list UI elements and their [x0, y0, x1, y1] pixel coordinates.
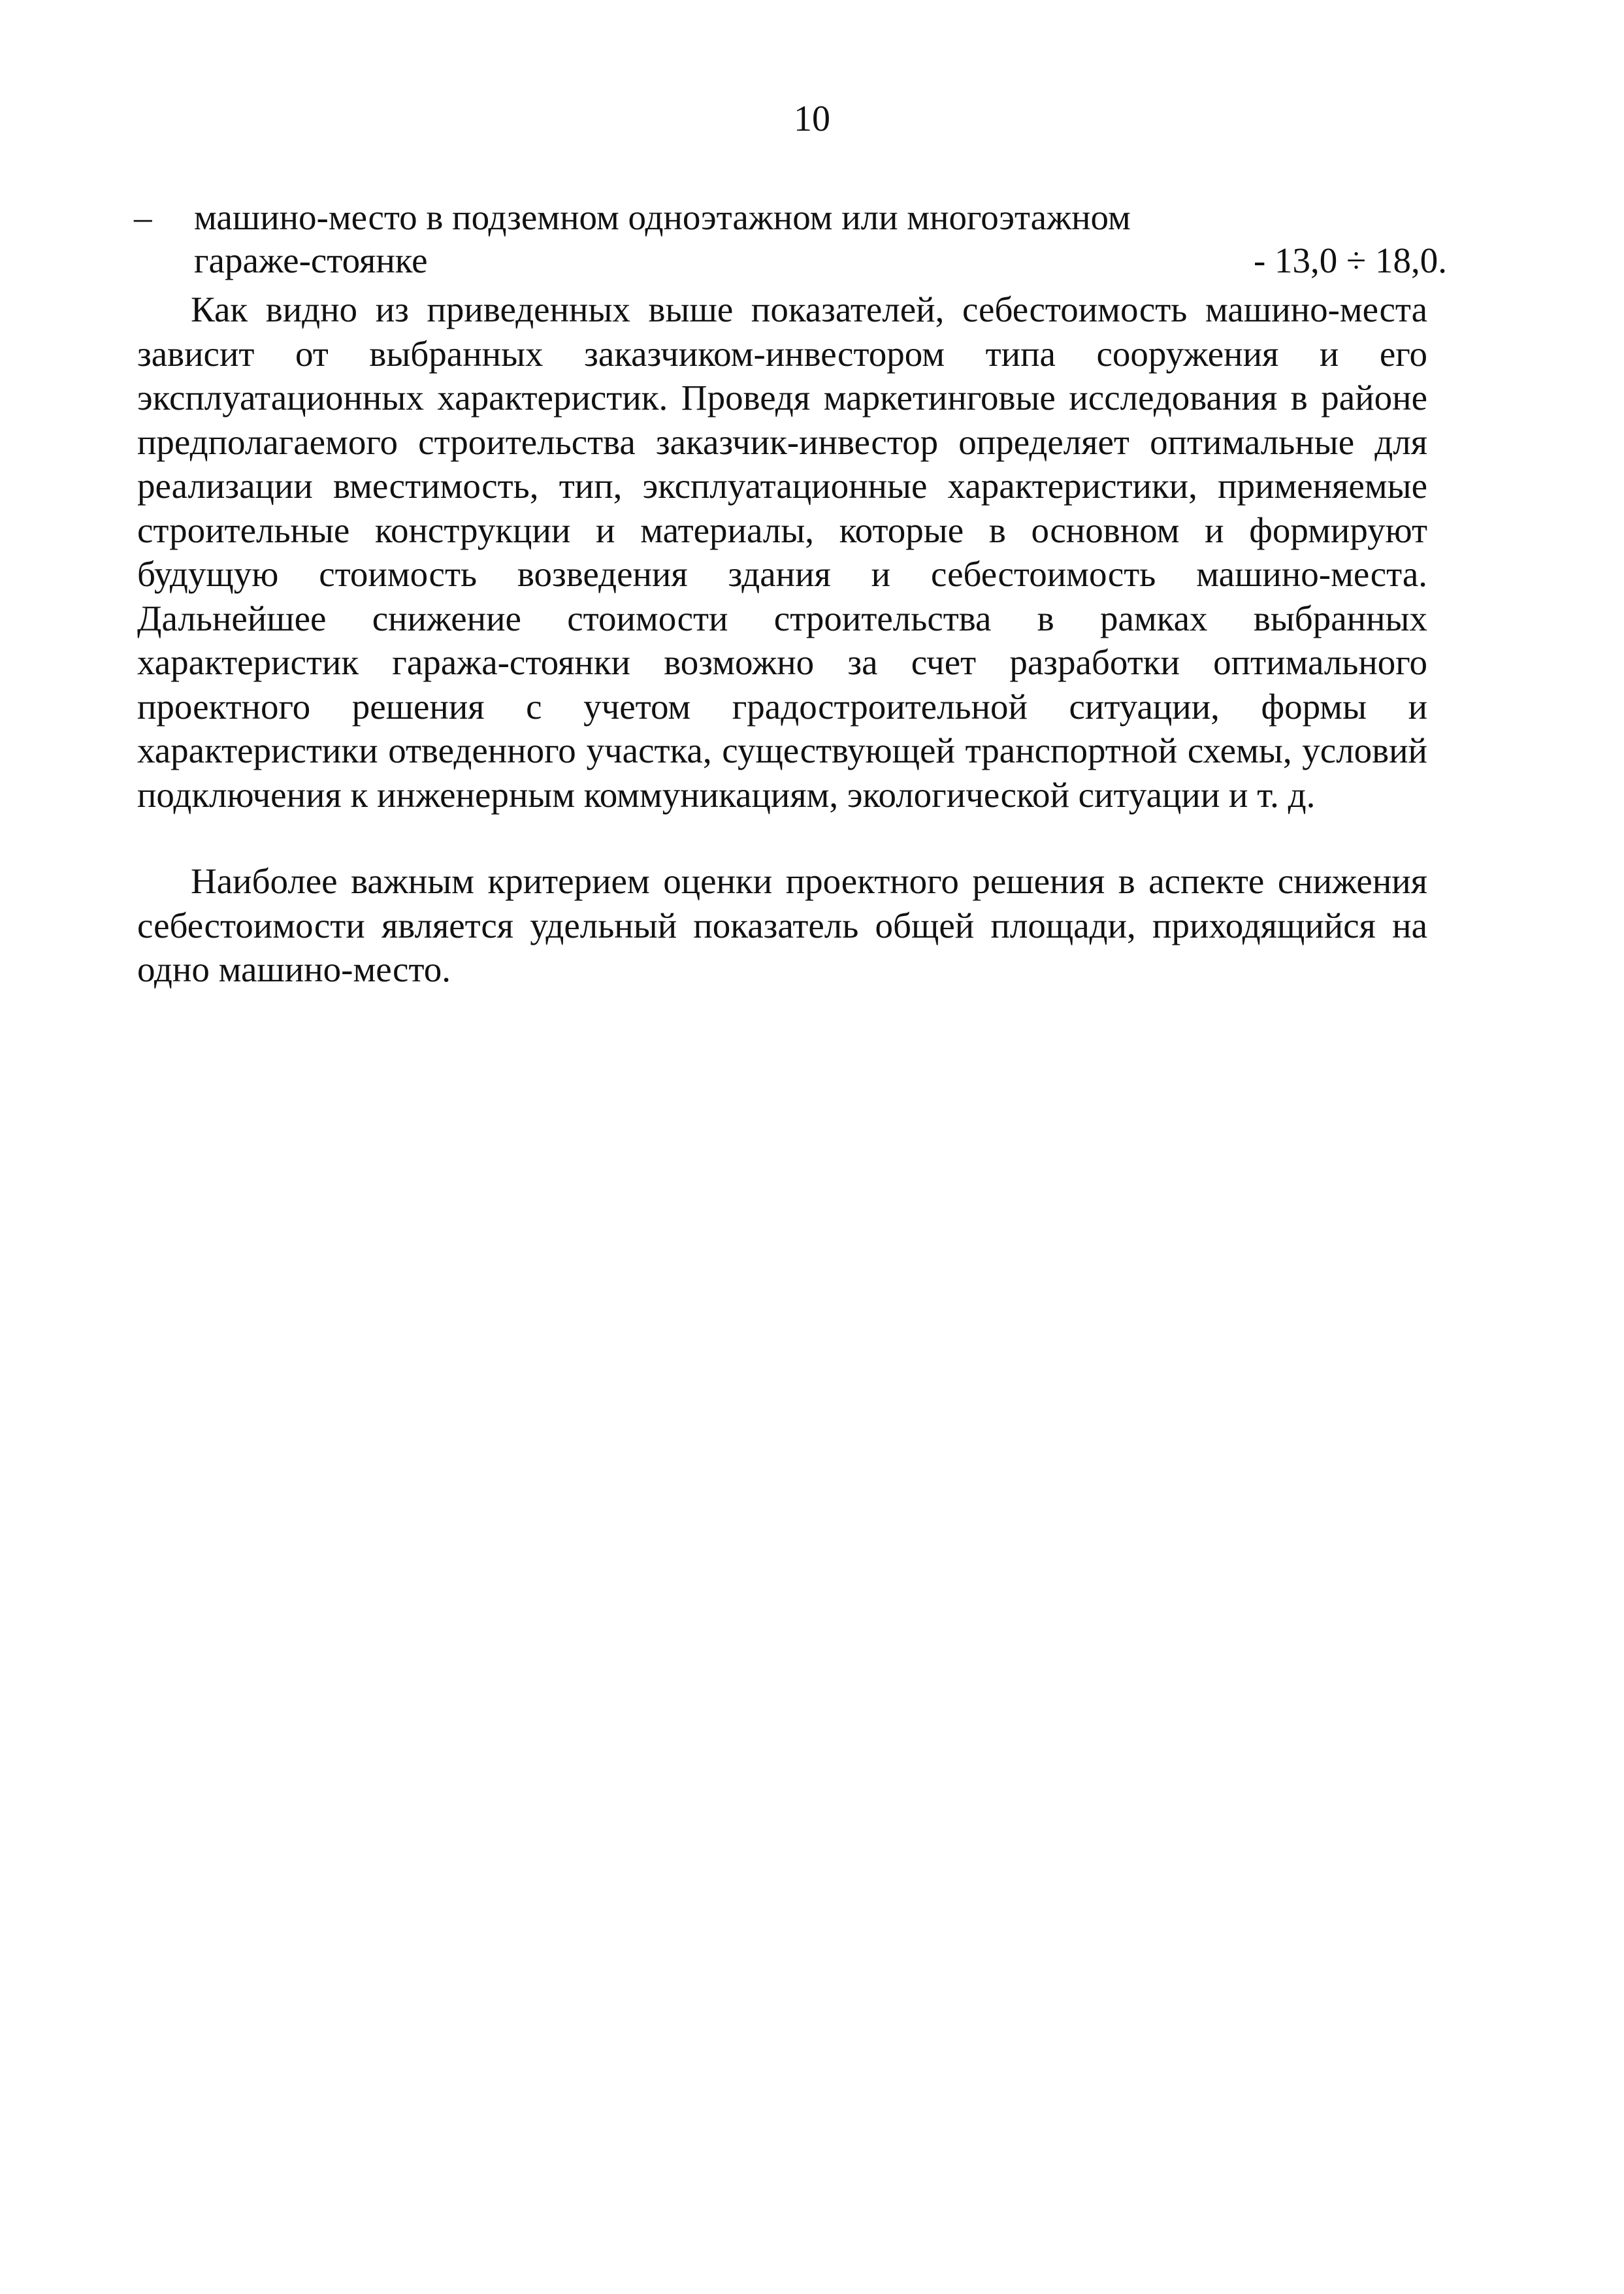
body-paragraph-2: Наиболее важным критерием оценки проектного решения в аспекте снижения себестоимости является удельный показатель общей площади, приходящийся на одно машино-место. — [137, 861, 1427, 989]
list-item-text-line1: машино-место в подземном одноэтажном или многоэтажном — [194, 197, 1131, 237]
body-paragraph-1: Как видно из приведенных выше показателей, себестоимость машино-места зависит от выбранных заказчиком-инвестором типа сооружения и его эксплуатационных характеристик. Проведя маркетинговые исследования в районе предполагаемого строительства заказчик-инвестор определяет оптимальные для реализации вместимость, тип, эксплуатационные характеристики, применяемые строительные конструкции и материалы, которые в основном и формируют будущую стоимость возведения здания и себестоимость машино-места. Дальнейшее снижение стоимости строительства в рамках выбранных характеристик гаража-стоянки возможно за счет разработки оптимального проектного решения с учетом градостроительной ситуации, формы и характеристики отведенного участка, существующей транспортной схемы, условий подключения к инженерным коммуникациям, экологической ситуации и т. д. — [137, 289, 1427, 815]
list-item-text-line2: гараже-стоянке — [194, 240, 428, 280]
list-dash: – — [134, 197, 152, 237]
page-number: 10 — [794, 99, 830, 139]
list-item-value: - 13,0 ÷ 18,0. — [1253, 240, 1447, 280]
